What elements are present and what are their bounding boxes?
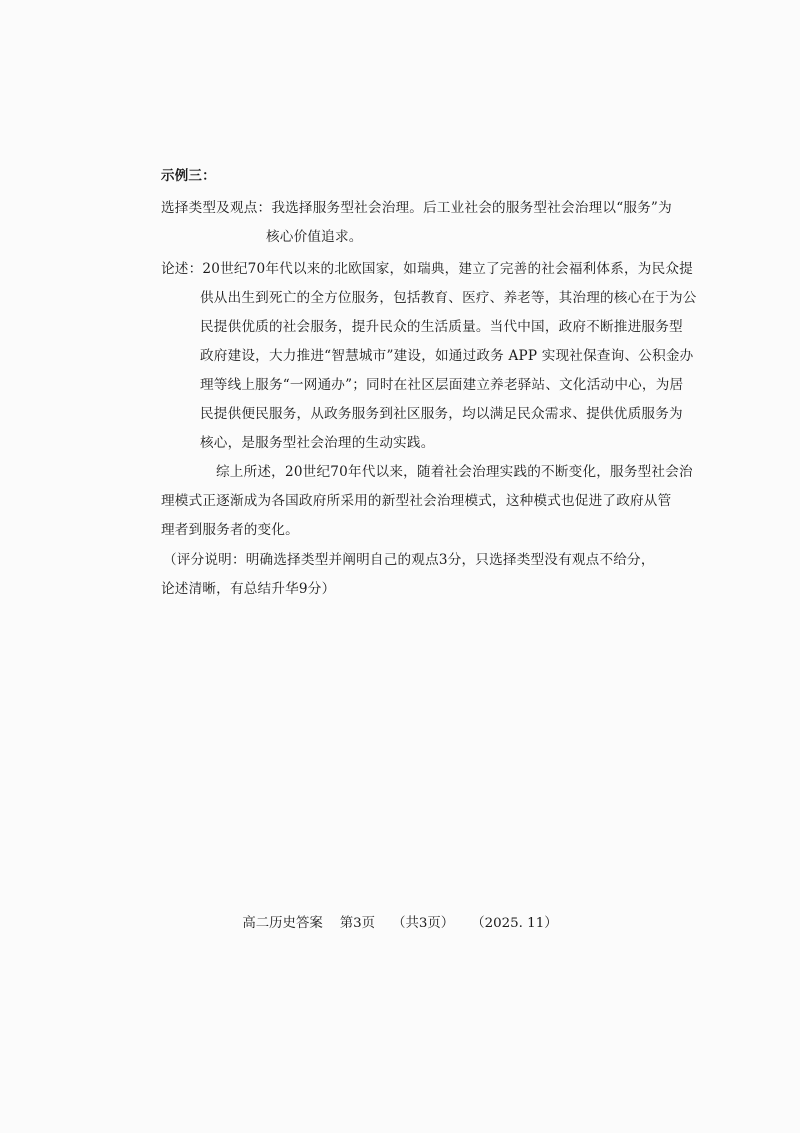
argument-line-1: 论述：20世纪70年代以来的北欧国家，如瑞典，建立了完善的社会福利体系，为民众提 [161, 261, 693, 277]
choice-line-2: 核心价值追求。 [266, 229, 363, 245]
scoring-line-1: （评分说明：明确选择类型并阐明自己的观点3分，只选择类型没有观点不给分， [163, 552, 655, 568]
argument-line-7: 核心，是服务型社会治理的生动实践。 [200, 435, 435, 451]
argument-line-4: 政府建设，大力推进“智慧城市”建设，如通过政务 APP 实现社保查询、公积金办 [200, 348, 694, 364]
conclusion-line-2: 理模式正逐渐成为各国政府所采用的新型社会治理模式，这种模式也促进了政府从管 [161, 493, 672, 509]
conclusion-line-1: 综上所述，20世纪70年代以来，随着社会治理实践的不断变化，服务型社会治 [216, 464, 693, 480]
scoring-line-2: 论述清晰，有总结升华9分） [161, 581, 336, 597]
argument-line-6: 民提供便民服务，从政务服务到社区服务，均以满足民众需求、提供优质服务为 [200, 406, 683, 422]
page-footer: 高二历史答案 第3页 （共3页） （2025. 11） [242, 916, 558, 931]
argument-line-3: 民提供优质的社会服务，提升民众的生活质量。当代中国，政府不断推进服务型 [200, 319, 683, 335]
conclusion-line-3: 理者到服务者的变化。 [161, 522, 299, 538]
example-heading: 示例三： [161, 168, 216, 184]
argument-line-5: 理等线上服务“一网通办”；同时在社区层面建立养老驿站、文化活动中心，为居 [200, 377, 684, 393]
choice-line-1: 选择类型及观点：我选择服务型社会治理。后工业社会的服务型社会治理以“服务”为 [161, 200, 672, 216]
argument-line-2: 供从出生到死亡的全方位服务，包括教育、医疗、养老等，其治理的核心在于为公 [200, 290, 697, 306]
